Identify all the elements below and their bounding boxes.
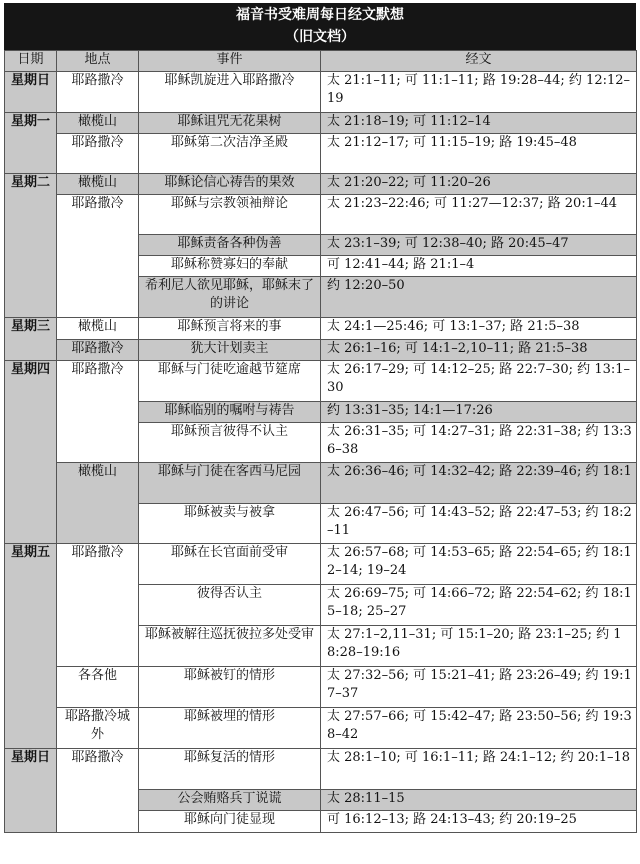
verse-cell: 太 26:69–75; 可 14:66–72; 路 22:54–62; 约 18:15–18; 25–27 [321, 585, 637, 626]
place-cell: 耶路撒冷 [57, 72, 139, 113]
column-header-day: 日期 [5, 51, 57, 72]
place-cell: 橄榄山 [57, 113, 139, 134]
place-cell: 耶路撒冷 [57, 361, 139, 463]
verse-cell: 太 26:47–56; 可 14:43–52; 路 22:47–53; 约 18:2–11 [321, 504, 637, 544]
event-cell: 耶稣诅咒无花果树 [139, 113, 321, 134]
verse-cell: 约 12:20–50 [321, 277, 637, 318]
day-cell-thursday: 星期四 [5, 361, 57, 544]
passion-week-table [4, 50, 637, 833]
verse-cell: 可 16:12–13; 路 24:13–43; 约 20:19–25 [321, 811, 637, 833]
place-cell: 耶路撒冷 [57, 749, 139, 833]
day-cell-monday: 星期一 [5, 113, 57, 174]
column-header-verse: 经文 [321, 51, 637, 72]
place-cell: 耶路撒冷 [57, 544, 139, 667]
day-cell-sunday: 星期日 [5, 72, 57, 113]
verse-cell: 太 26:1–16; 可 14:1–2,10–11; 路 21:5–38 [321, 340, 637, 361]
event-cell: 耶稣被钉的情形 [139, 667, 321, 708]
verse-cell: 太 23:1–39; 可 12:38–40; 路 20:45–47 [321, 235, 637, 256]
verse-cell: 太 27:57–66; 可 15:42–47; 路 23:50–56; 约 19:38–42 [321, 708, 637, 749]
place-cell: 橄榄山 [57, 318, 139, 340]
event-cell: 耶稣称赞寡妇的奉献 [139, 256, 321, 277]
verse-cell: 太 26:17–29; 可 14:12–25; 路 22:7–30; 约 13:1–30 [321, 361, 637, 402]
verse-cell: 太 26:57–68; 可 14:53–65; 路 22:54–65; 约 18:12–14; 19–24 [321, 544, 637, 585]
event-cell: 耶稣预言将来的事 [139, 318, 321, 340]
event-cell: 耶稣与门徒在客西马尼园 [139, 463, 321, 504]
event-cell: 耶稣第二次洁净圣殿 [139, 134, 321, 174]
event-cell: 耶稣责备各种伪善 [139, 235, 321, 256]
event-cell: 耶稣被埋的情形 [139, 708, 321, 749]
verse-cell: 太 24:1—25:46; 可 13:1–37; 路 21:5–38 [321, 318, 637, 340]
day-cell-sunday-resurrection: 星期日 [5, 749, 57, 833]
verse-cell: 太 21:18–19; 可 11:12–14 [321, 113, 637, 134]
verse-cell: 约 13:31–35; 14:1—17:26 [321, 402, 637, 423]
day-cell-wednesday: 星期三 [5, 318, 57, 361]
column-header-place: 地点 [57, 51, 139, 72]
event-cell: 耶稣凯旋进入耶路撒冷 [139, 72, 321, 113]
schedule-sheet [4, 3, 636, 833]
verse-cell: 太 21:1–11; 可 11:1–11; 路 19:28–44; 约 12:12–19 [321, 72, 637, 113]
event-cell: 耶稣论信心祷告的果效 [139, 174, 321, 195]
place-cell: 耶路撒冷 [57, 195, 139, 318]
event-cell: 希利尼人欲见耶稣，耶稣末了的讲论 [139, 277, 321, 318]
verse-cell: 太 27:1–2,11–31; 可 15:1–20; 路 23:1–25; 约 18:28–19:16 [321, 626, 637, 667]
event-cell: 耶稣与宗教领袖辩论 [139, 195, 321, 235]
page-title: 福音书受难周每日经文默想 [236, 7, 404, 23]
event-cell: 耶稣被解往巡抚彼拉多处受审 [139, 626, 321, 667]
event-cell: 耶稣预言彼得不认主 [139, 423, 321, 463]
place-cell: 橄榄山 [57, 174, 139, 195]
event-cell: 犹大计划卖主 [139, 340, 321, 361]
place-cell: 耶路撒冷城外 [57, 708, 139, 749]
verse-cell: 太 28:11–15 [321, 790, 637, 811]
event-cell: 耶稣临别的嘱咐与祷告 [139, 402, 321, 423]
place-cell: 耶路撒冷 [57, 134, 139, 174]
verse-cell: 太 26:31–35; 可 14:27–31; 路 22:31–38; 约 13:36–38 [321, 423, 637, 463]
event-cell: 耶稣与门徒吃逾越节筵席 [139, 361, 321, 402]
table-header-banner [4, 3, 636, 50]
place-cell: 橄榄山 [57, 463, 139, 544]
verse-cell: 太 28:1–10; 可 16:1–11; 路 24:1–12; 约 20:1–18 [321, 749, 637, 790]
day-cell-friday: 星期五 [5, 544, 57, 749]
event-cell: 公会贿赂兵丁说谎 [139, 790, 321, 811]
event-cell: 耶稣复活的情形 [139, 749, 321, 790]
event-cell: 耶稣向门徒显现 [139, 811, 321, 833]
page-subtitle: （旧文档） [285, 29, 355, 45]
day-cell-tuesday: 星期二 [5, 174, 57, 318]
verse-cell: 太 21:23–22:46; 可 11:27—12:37; 路 20:1–44 [321, 195, 637, 235]
column-header-event: 事件 [139, 51, 321, 72]
place-cell: 耶路撒冷 [57, 340, 139, 361]
event-cell: 耶稣被卖与被拿 [139, 504, 321, 544]
verse-cell: 可 12:41–44; 路 21:1–4 [321, 256, 637, 277]
event-cell: 彼得否认主 [139, 585, 321, 626]
verse-cell: 太 21:20–22; 可 11:20–26 [321, 174, 637, 195]
event-cell: 耶稣在长官面前受审 [139, 544, 321, 585]
verse-cell: 太 21:12–17; 可 11:15–19; 路 19:45–48 [321, 134, 637, 174]
place-cell: 各各他 [57, 667, 139, 708]
verse-cell: 太 26:36–46; 可 14:32–42; 路 22:39–46; 约 18:1 [321, 463, 637, 504]
verse-cell: 太 27:32–56; 可 15:21–41; 路 23:26–49; 约 19:17–37 [321, 667, 637, 708]
